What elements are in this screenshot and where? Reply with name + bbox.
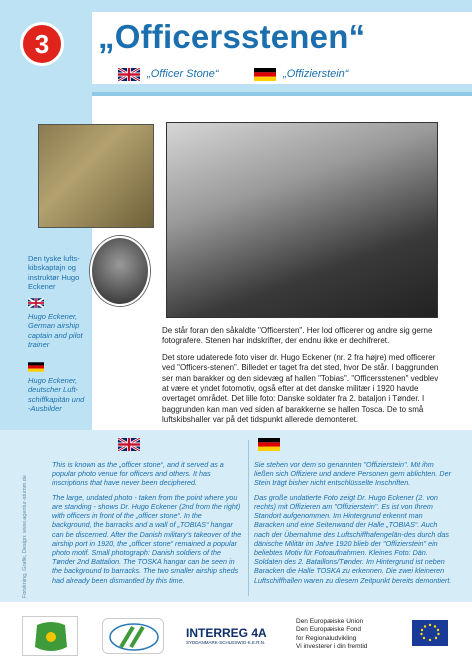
german-paragraph-2: Das große undatierte Foto zeigt Dr. Hugo Eckener (2. von rechts) mit Offizieren am "Offizierstein". Es ist von Ihrem Standort aufgenommen. Im Hintergrund erkennt man Baracken und eine Seitenwand der Halle „TOBIAS“. Auch nach der Übernahme des Luftschiffhafengelän-des durch das dänische Militär im Jahre 1920 blieb der "Offizierstein" ein beliebtes Motiv für Fotoaufnahmen. Kleines Foto: Dän. Soldaten des 2. Bataillons/Tønder. Im Hintergrund ist neben Baracken die Halle TOSKA zu erkennen. Die zwei kleineren Luftschiffhallen waren zu diesem Zeitpunkt bereits demontiert. xyxy=(254,492,452,585)
interreg-title: INTERREG 4A xyxy=(186,626,267,640)
danish-body-text xyxy=(162,326,446,432)
subtitle-de: „Offizierstein“ xyxy=(283,68,349,81)
subtitle-en-group xyxy=(118,68,219,81)
eu-flag-icon xyxy=(412,620,448,646)
german-text xyxy=(254,460,454,590)
column-divider xyxy=(248,440,249,596)
design-credit: Forskning, Grafik, Design: www.agentur-stumm.de xyxy=(22,475,28,598)
large-historic-photo xyxy=(166,122,438,318)
english-paragraph-2: The large, undated photo - taken from the point where you are standing - shows Dr. Hugo Eckener (2nd from the right) with officers in front of the „officer stone“. In the background, the barracks and a wall of „TOBIAS“ hangar can be discerned. After the Danish military's takeover of the airship port in 1920, the „officer stone“ remained a popular photo motif. Small photograph: Danish soldiers of the Tønder 2nd Battalion. The TOSKA hangar can be seen in the background to barracks. The two smaller airship sheds had already been dismantled by this time. xyxy=(52,492,242,585)
map-logo-icon xyxy=(23,617,79,657)
english-text xyxy=(52,460,242,590)
danish-paragraph-2: Det store udaterede foto viser dr. Hugo Eckener (nr. 2 fra højre) med officerer ved "Officers-stenen". Billedet er taget fra det sted, hvor De står. I baggrunden ser man barakker og den sidevæg af hallen "Tobias". "Officersstenen" vedblev at være et yndet fotomotiv, også efter at det danske militær i 1920 havde overtaget området. Det lille foto: Danske soldater fra 2. bataljon i Tønder. I baggrunden kan man ved siden af barakkerne se hallen Tosca. De to små luftskibshaller var på det tidspunkt allerede demonteret. xyxy=(162,352,439,425)
regional-logo xyxy=(22,616,78,656)
caption-english: Hugo Eckener, German airship captain and pilot trainer xyxy=(28,312,83,350)
eu-line-3: for Regionaludvikling xyxy=(296,634,357,642)
eu-funding-text xyxy=(296,618,408,652)
uk-flag-icon xyxy=(118,68,140,81)
page-title: „Officersstenen“ xyxy=(98,18,366,55)
uk-flag-icon xyxy=(118,438,140,451)
caption-german: Hugo Eckener, deutscher Luft-schiffkapitän und -Ausbilder xyxy=(28,376,85,414)
subtitle-de-group xyxy=(254,68,348,81)
german-flag-icon xyxy=(254,68,276,81)
german-flag-icon xyxy=(258,438,280,451)
caption-danish: Den tyske lufts-kibskaptajn og instruktør Hugo Eckener xyxy=(28,254,80,292)
eu-line-1: Den Europæiske Union xyxy=(296,618,364,625)
panel-number: 3 xyxy=(20,22,64,66)
german-paragraph-1: Sie stehen vor dem so genannten "Offizierstein". Mit ihm ließen sich Offiziere und andere Personen gern ablichten. Der Stein trägt bisher nicht entschlüsselte Inschriften. xyxy=(254,460,451,488)
uk-flag-icon xyxy=(28,298,44,308)
eu-line-2: Den Europæiske Fond xyxy=(296,626,362,634)
english-paragraph-1: This is known as the „officer stone“, and it served as a popular photo venue for officers and others. It has inscriptions that have never been deciphered. xyxy=(52,460,224,488)
german-flag-icon xyxy=(28,362,44,372)
interreg-subtitle: SYDDANMARK-SCHLESWIG-K.E.R.N. xyxy=(186,640,266,645)
swoosh-logo-icon xyxy=(103,619,165,655)
subtitle-en: „Officer Stone“ xyxy=(147,68,219,81)
danish-paragraph-1: De står foran den såkaldte "Officersten". Her lod officerer og andre sig gerne fotografere. Stenen har indskrifter, der endnu ikke er dechifreret. xyxy=(162,326,433,346)
small-historic-photo xyxy=(38,124,154,228)
partner-logo xyxy=(102,618,164,654)
eu-line-4: Vi investerer i din fremtid xyxy=(296,643,368,651)
interreg-logo xyxy=(186,626,282,654)
eckener-portrait-photo xyxy=(90,236,150,306)
